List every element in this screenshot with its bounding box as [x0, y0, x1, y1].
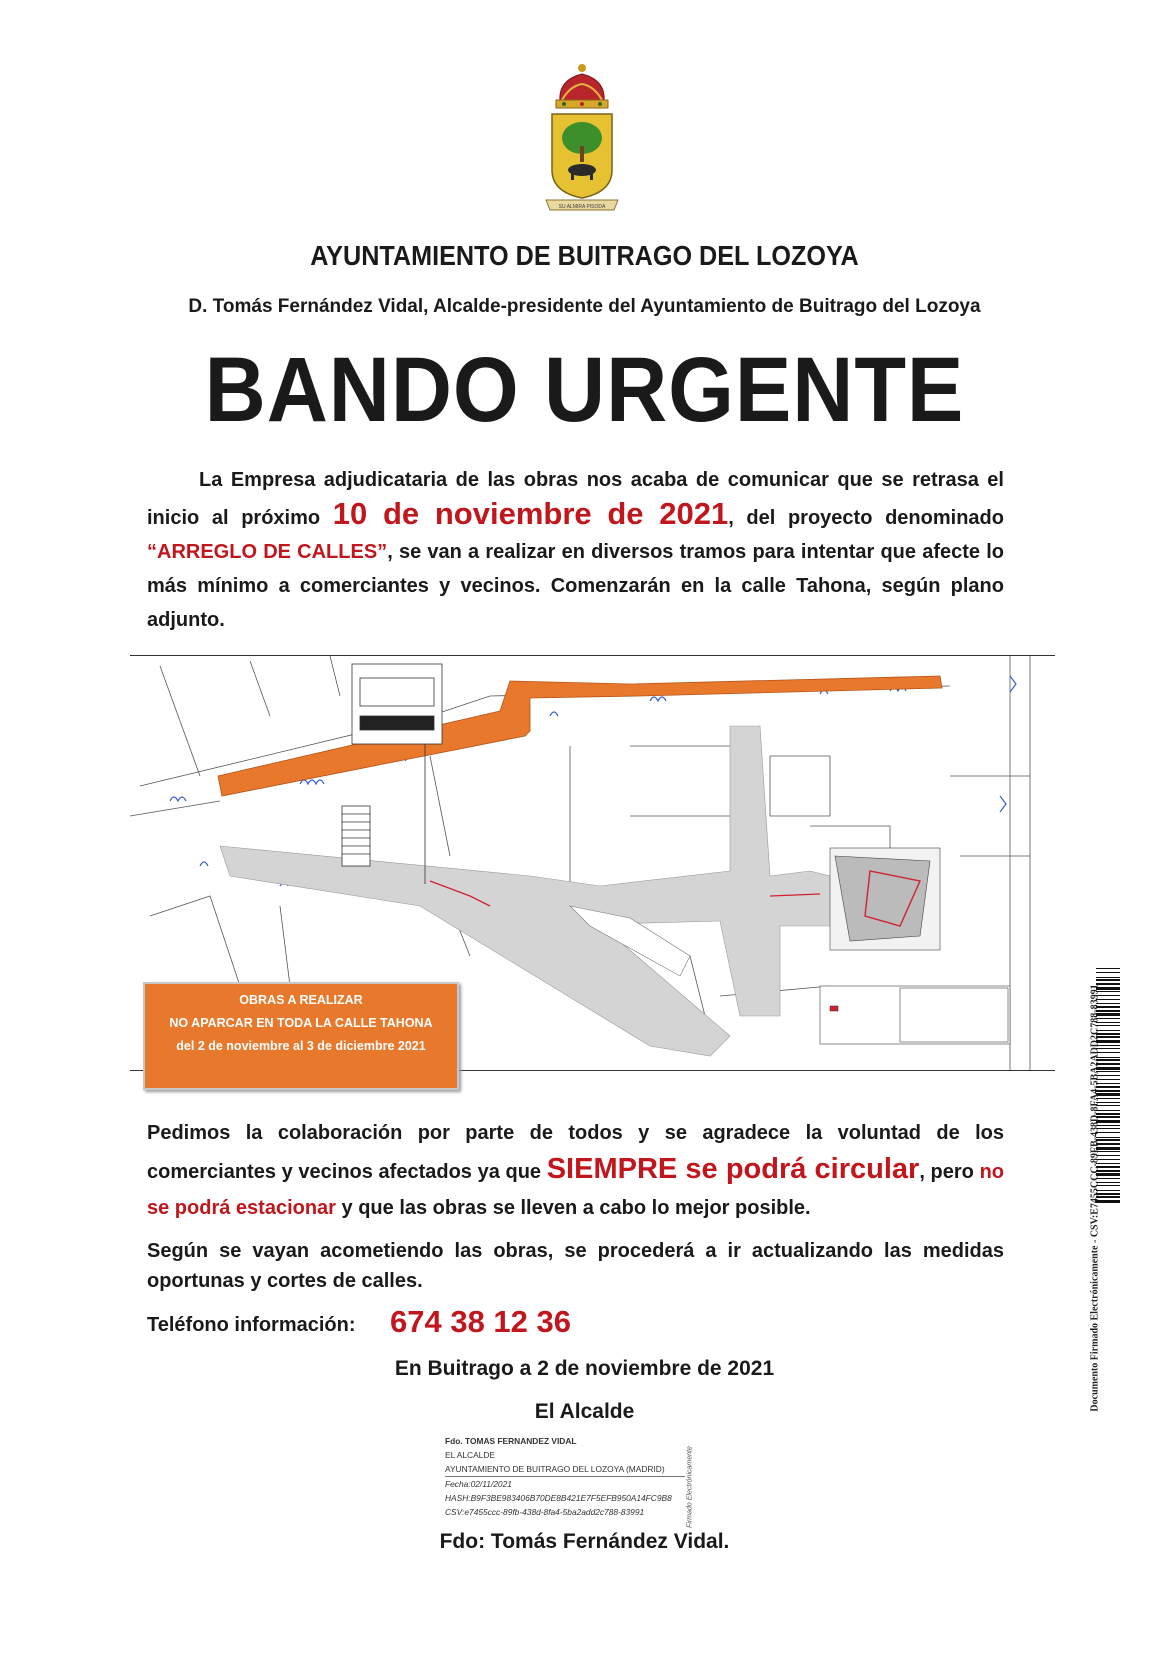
- signed-by: Fdo: Tomás Fernández Vidal.: [439, 1530, 730, 1553]
- phone-label: Teléfono información:: [147, 1314, 356, 1336]
- paragraph-text: La Empresa adjudicataria de las obras nos acaba de comunicar que se retrasa el inicio al próximo: [147, 469, 1004, 529]
- page-title: BANDO URGENTE: [204, 339, 965, 441]
- project-name-highlight: “ARREGLO DE CALLES”: [147, 541, 388, 563]
- circulation-highlight: SIEMPRE se podrá circular: [546, 1153, 920, 1185]
- paragraph-text: , se van a realizar en diversos tramos para intentar que afecte lo más mínimo a comerciantes y vecinos. Comenzarán en la calle Tahona, según plano adjunto.: [147, 541, 1005, 631]
- phone-number: 674 38 12 36: [390, 1304, 572, 1339]
- signature-csv: CSV:e7455ccc-89fb-438d-8fa4-5ba2add2c788-83991: [445, 1507, 645, 1517]
- issuer-line: D. Tomás Fernández Vidal, Alcalde-presidente del Ayuntamiento de Buitrago del Lozoya: [188, 296, 981, 317]
- no-parking-notice: [143, 982, 459, 1090]
- announcement-paragraph: [147, 463, 1004, 637]
- notice-dates: del 2 de noviembre al 3 de diciembre 2021: [176, 1039, 426, 1053]
- start-date-highlight: 10 de noviembre de 2021: [332, 496, 729, 531]
- parking-highlight: no se podrá estacionar: [147, 1161, 1004, 1219]
- paragraph-text: , pero: [919, 1161, 980, 1183]
- notice-line: NO APARCAR EN TODA LA CALLE TAHONA: [169, 1016, 433, 1030]
- notice-line: OBRAS A REALIZAR: [239, 993, 363, 1007]
- place-date: En Buitrago a 2 de noviembre de 2021: [394, 1357, 775, 1380]
- signature-role: EL ALCALDE: [445, 1450, 495, 1460]
- signature-side-text: Firmado Electrónicamente: [686, 1446, 694, 1528]
- paragraph-text: y que las obras se lleven a cabo lo mejor posible.: [335, 1197, 811, 1219]
- electronic-signature-block: [445, 1434, 685, 1519]
- signer-title: El Alcalde: [534, 1400, 635, 1423]
- coat-of-arms-logo: [540, 62, 624, 212]
- organization-title: AYUNTAMIENTO DE BUITRAGO DEL LOZOYA: [310, 240, 859, 271]
- signature-name: Fdo. TOMAS FERNANDEZ VIDAL: [445, 1436, 577, 1446]
- signature-entity: AYUNTAMIENTO DE BUITRAGO DEL LOZOYA (MADRID): [445, 1462, 685, 1477]
- collaboration-paragraph: [147, 1115, 1004, 1226]
- signature-side-label: [685, 1442, 695, 1532]
- csv-side-label: Documento Firmado Electrónicamente - CSV:E7455CCC-89FB-438D-8FA4-5BA2ADD2C788-83991: [1089, 984, 1101, 1412]
- signature-hash: HASH:B9F3BE983406B70DE8B421E7F5EFB950A14FC9B8: [445, 1493, 672, 1503]
- csv-side-text: [1088, 968, 1102, 1428]
- paragraph-text: Pedimos la colaboración por parte de todos y se agradece la voluntad de los comerciantes y vecinos afectados ya que: [147, 1122, 1004, 1183]
- crest-motto: SU ALMIRA PISODA: [558, 204, 606, 210]
- paragraph-text: , del proyecto denominado: [728, 507, 1004, 529]
- signature-date: Fecha:02/11/2021: [445, 1479, 512, 1489]
- updates-paragraph: Según se vayan acometiendo las obras, se procederá a ir actualizando las medidas oportunas y cortes de calles.: [147, 1240, 1004, 1292]
